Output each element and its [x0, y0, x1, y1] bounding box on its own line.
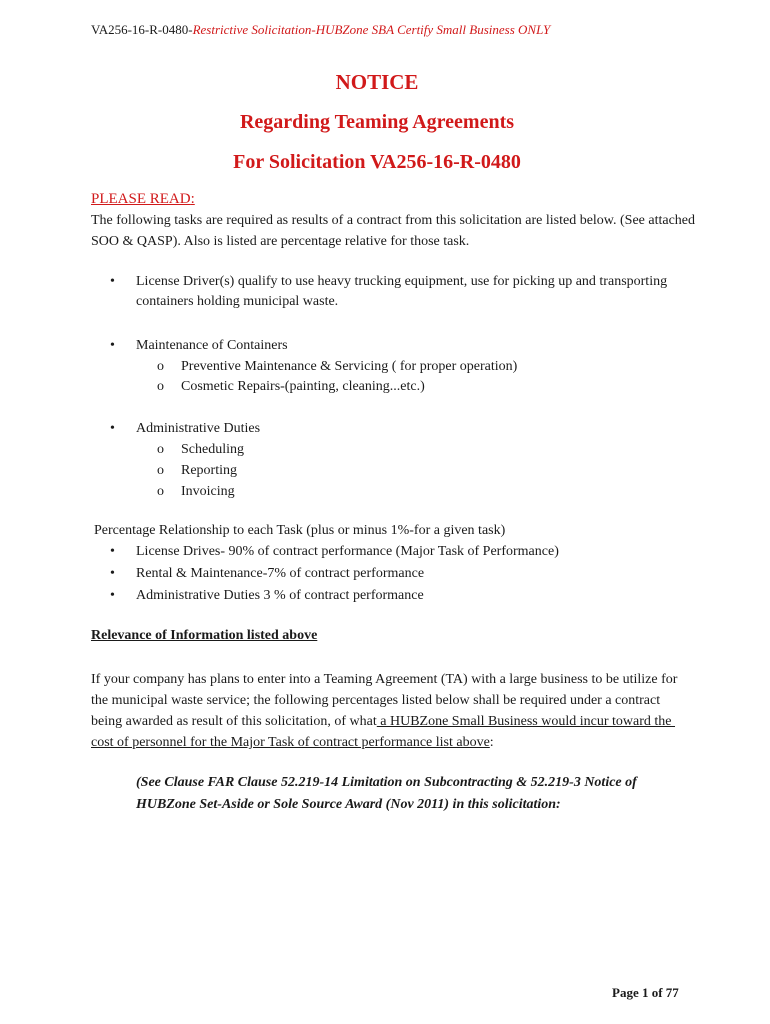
subtask-label: Cosmetic Repairs-(painting, cleaning...etc.): [181, 379, 425, 394]
bullet-icon: •: [110, 544, 115, 559]
bullet-icon: •: [110, 588, 115, 603]
regarding-title: Regarding Teaming Agreements: [239, 111, 515, 133]
percentage-section: [94, 520, 694, 607]
far-clause-note: (See Clause FAR Clause 52.219-14 Limitation on Subcontracting & 52.219-3 Notice of HUBZone Set-Aside or Sole Source Award (Nov 2011) in this solicitation:: [136, 775, 637, 812]
bullet-icon: •: [110, 338, 115, 353]
paragraph-underlined-text: a HUBZone Small Business would incur toward the cost of personnel for the Major Task of contract performance list above: [91, 714, 676, 750]
page-number: Page 1 of 77: [612, 985, 679, 1000]
restriction-note: Restrictive Solicitation-HUBZone SBA Certify Small Business ONLY: [192, 22, 551, 37]
intro-paragraph: The following tasks are required as results of a contract from this solicitation are listed below. (See attached SOO & QASP). Also is listed are percentage relative for those task.: [91, 213, 696, 249]
percentage-label: Rental & Maintenance-7% of contract performance: [136, 566, 425, 581]
relevance-heading: Relevance of Information listed above: [91, 628, 318, 643]
percentage-item: [94, 563, 694, 585]
bullet-icon: •: [110, 566, 115, 581]
sub-bullet-icon: o: [157, 463, 164, 478]
percentage-item: [94, 541, 694, 563]
please-read-text: PLEASE READ: [91, 191, 191, 207]
subtask-label: Preventive Maintenance & Servicing ( for proper operation): [181, 359, 518, 374]
percentage-label: Administrative Duties 3 % of contract performance: [136, 588, 424, 603]
subtask-label: Reporting: [181, 463, 237, 478]
bullet-icon: •: [110, 421, 115, 436]
teaming-paragraph: [91, 669, 681, 753]
please-read-label: [91, 191, 195, 208]
percentage-item: [94, 585, 694, 607]
subtask-label: Invoicing: [181, 484, 235, 499]
sub-bullet-icon: o: [157, 442, 164, 457]
paragraph-text: If your company has plans to enter into a Teaming Agreement (TA) with a large business to be utilize for the municipal waste service; the following percentages listed below shall be required under a contract being awarded as result of this solicitation, of what: [91, 672, 681, 729]
sub-bullet-icon: o: [157, 379, 164, 394]
sub-bullet-icon: o: [157, 359, 164, 374]
document-header: [91, 22, 550, 38]
bullet-icon: •: [110, 274, 115, 289]
percentage-heading: Percentage Relationship to each Task (plus or minus 1%-for a given task): [94, 523, 506, 538]
please-read-colon: :: [190, 191, 195, 207]
sub-bullet-icon: o: [157, 484, 164, 499]
task-label: Maintenance of Containers: [136, 338, 288, 353]
task-label: Administrative Duties: [136, 421, 261, 436]
solicitation-title: For Solicitation VA256-16-R-0480: [233, 151, 521, 173]
task-label: License Driver(s) qualify to use heavy trucking equipment, use for picking up and transporting containers holding municipal waste.: [136, 274, 671, 309]
percentage-label: License Drives- 90% of contract performance (Major Task of Performance): [136, 544, 559, 559]
solicitation-code: VA256-16-R-0480-: [91, 22, 193, 37]
paragraph-end: :: [489, 735, 494, 750]
notice-title: NOTICE: [335, 70, 419, 94]
subtask-label: Scheduling: [181, 442, 244, 457]
